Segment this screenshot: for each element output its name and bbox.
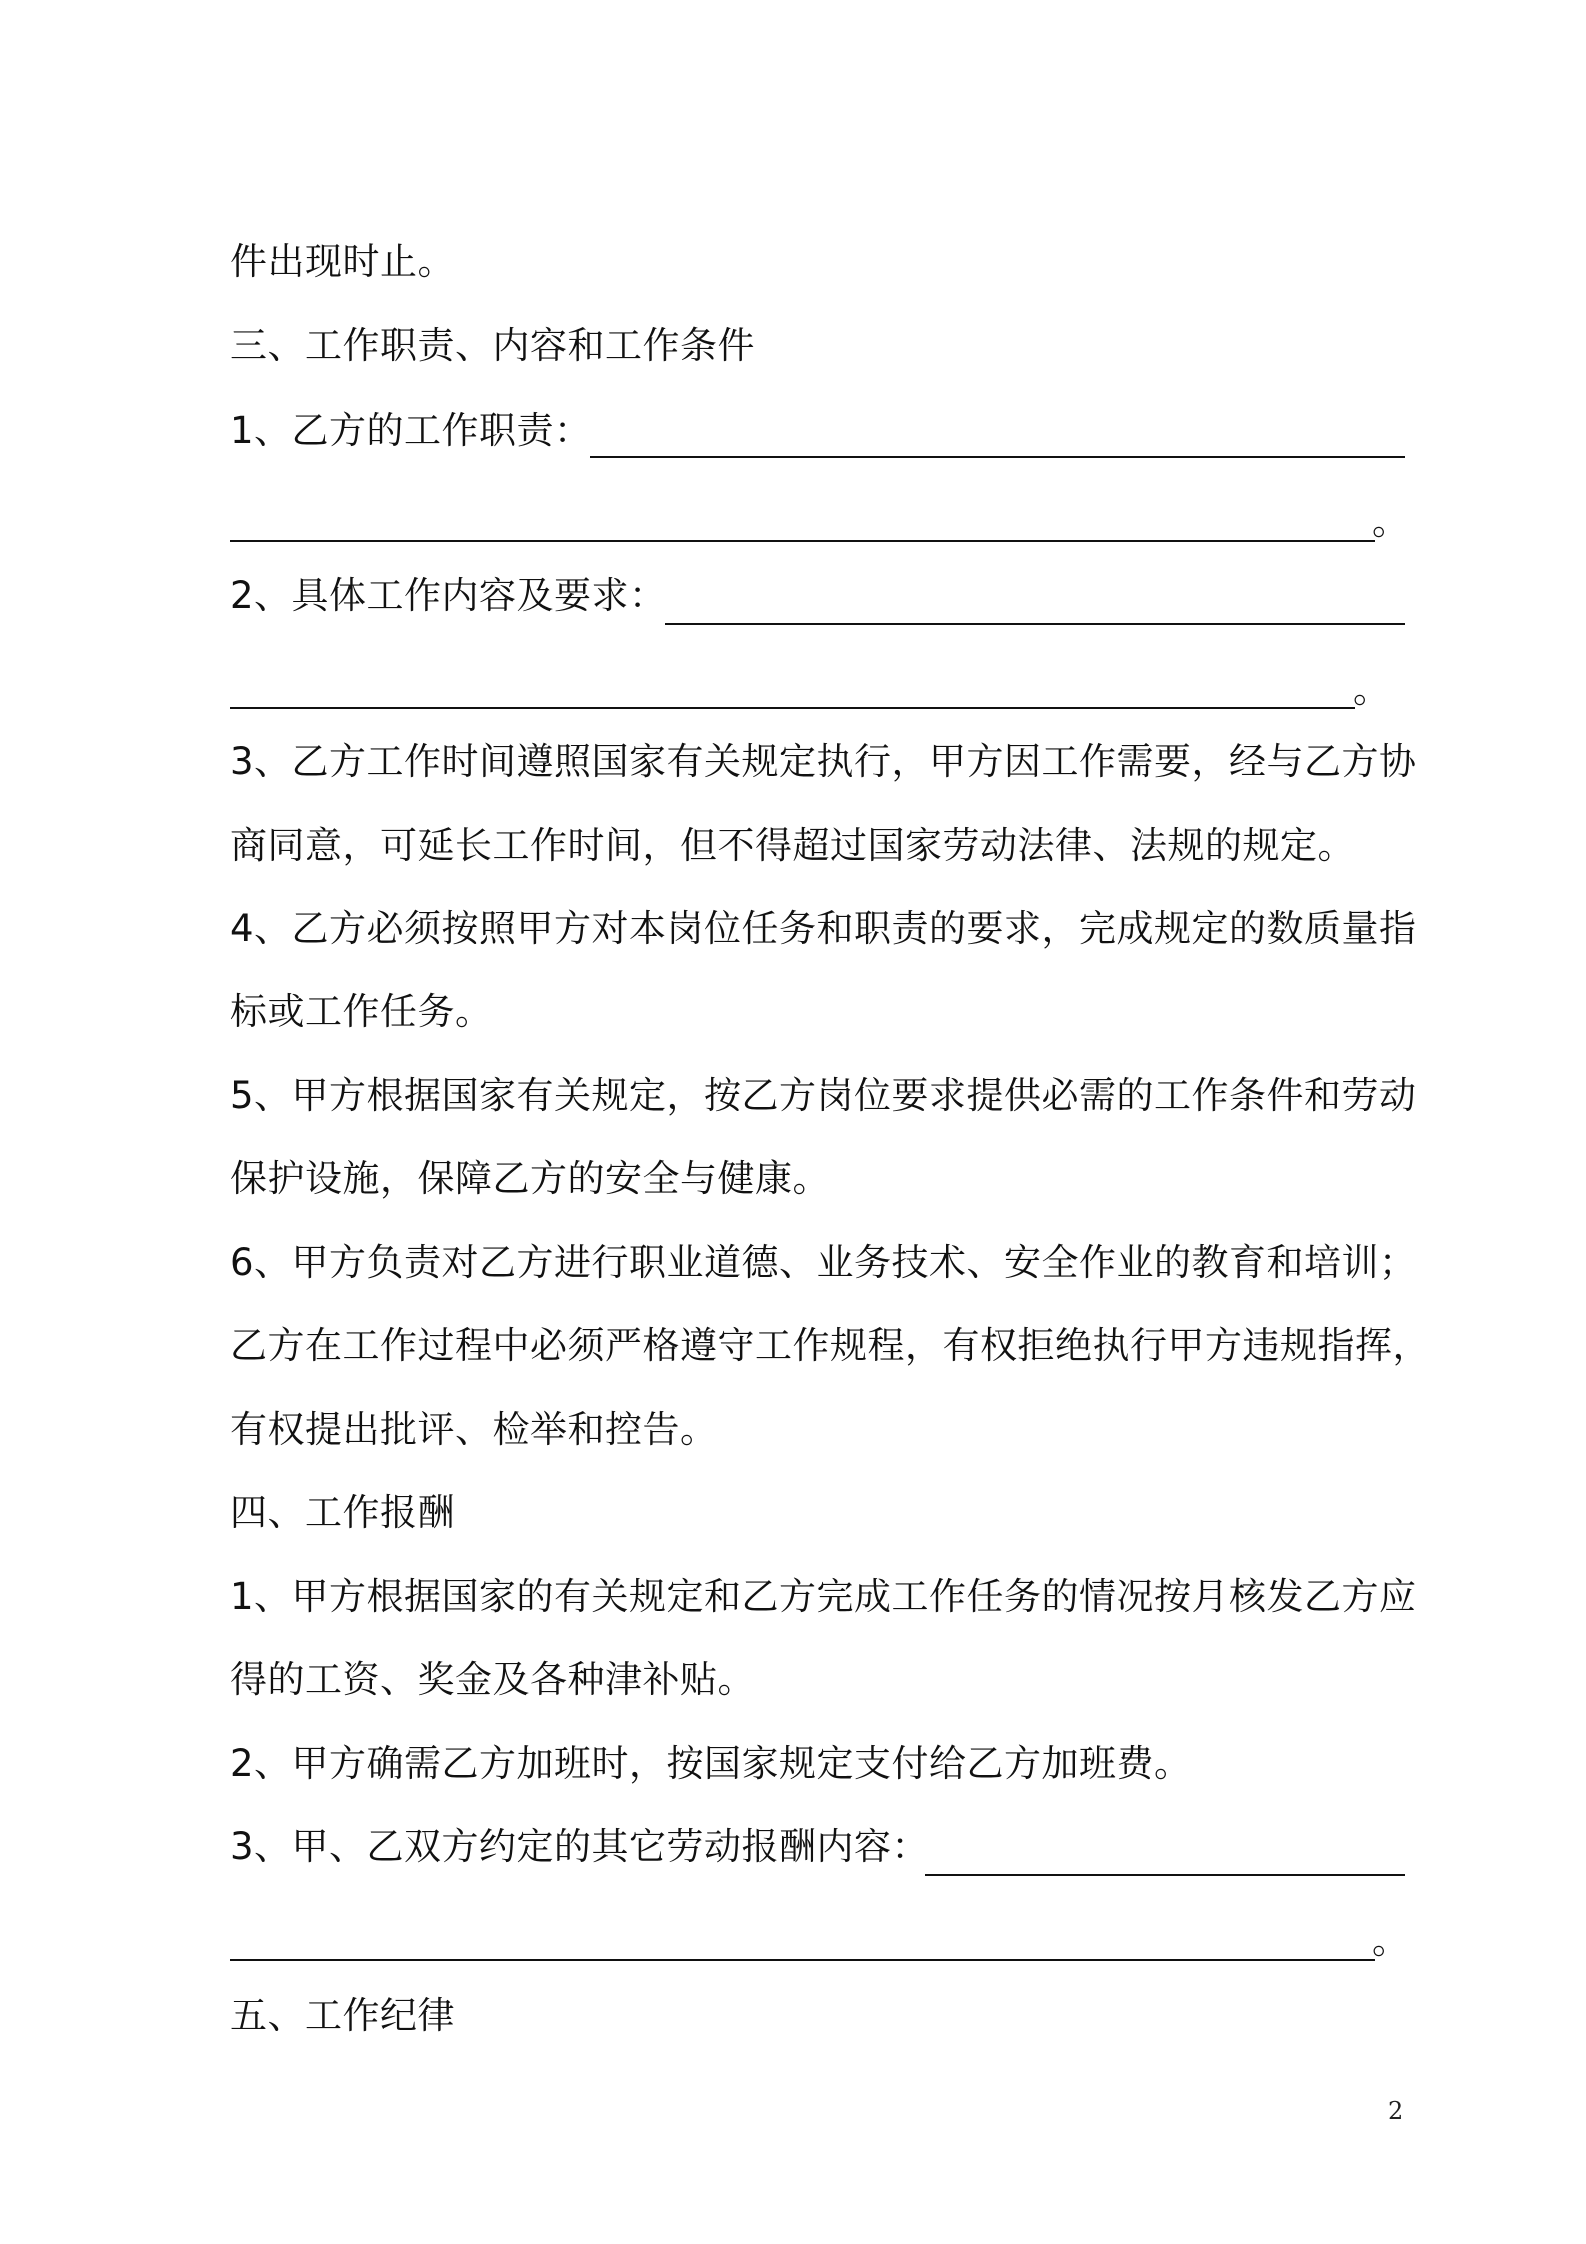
text-line: 2、甲方确需乙方加班时，按国家规定支付给乙方加班费。	[230, 1742, 1192, 1785]
period-mark: 。	[1372, 1919, 1409, 1962]
text-line: 保护设施，保障乙方的安全与健康。	[230, 1157, 830, 1200]
fill-in-blank-line	[925, 1874, 1405, 1876]
text-line: 1、甲方根据国家的有关规定和乙方完成工作任务的情况按月核发乙方应	[230, 1575, 1417, 1618]
fill-in-blank-line	[665, 623, 1405, 625]
text-line: 2、具体工作内容及要求：	[230, 574, 667, 617]
text-line: 有权提出批评、检举和控告。	[230, 1408, 718, 1451]
page-number: 2	[1388, 2097, 1404, 2125]
fill-in-blank-line	[230, 1959, 1375, 1961]
text-line: 6、甲方负责对乙方进行职业道德、业务技术、安全作业的教育和培训；	[230, 1241, 1417, 1284]
text-line: 3、乙方工作时间遵照国家有关规定执行，甲方因工作需要，经与乙方协	[230, 740, 1417, 783]
text-line: 得的工资、奖金及各种津补贴。	[230, 1658, 755, 1701]
text-line: 1、乙方的工作职责：	[230, 409, 592, 452]
text-line: 商同意，可延长工作时间，但不得超过国家劳动法律、法规的规定。	[230, 824, 1355, 867]
text-line: 4、乙方必须按照甲方对本岗位任务和职责的要求，完成规定的数质量指	[230, 907, 1417, 950]
fill-in-blank-line	[590, 456, 1405, 458]
fill-in-blank-line	[230, 707, 1355, 709]
period-mark: 。	[1372, 500, 1409, 543]
text-line: 3、甲、乙双方约定的其它劳动报酬内容：	[230, 1825, 930, 1868]
text-line: 乙方在工作过程中必须严格遵守工作规程，有权拒绝执行甲方违规指挥，	[230, 1324, 1430, 1367]
section-heading: 三、工作职责、内容和工作条件	[230, 324, 755, 367]
section-heading: 五、工作纪律	[230, 1994, 455, 2037]
fill-in-blank-line	[230, 540, 1375, 542]
text-line: 5、甲方根据国家有关规定，按乙方岗位要求提供必需的工作条件和劳动	[230, 1074, 1417, 1117]
text-line: 标或工作任务。	[230, 990, 493, 1033]
text-line: 件出现时止。	[230, 240, 455, 283]
period-mark: 。	[1353, 668, 1390, 711]
section-heading: 四、工作报酬	[230, 1491, 455, 1534]
